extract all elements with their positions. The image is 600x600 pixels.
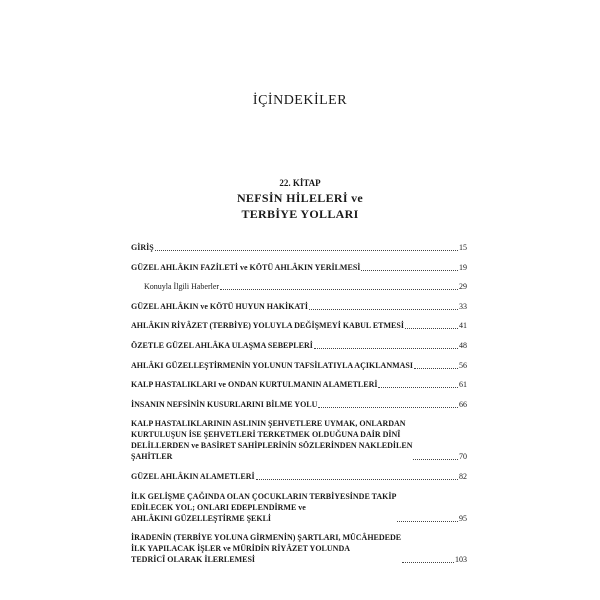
book-title-line-2: TERBİYE YOLLARI <box>241 207 359 221</box>
toc-entry-page: 61 <box>459 380 467 390</box>
toc-entry-title: İRADENİN (TERBİYE YOLUNA GİRMENİN) ŞARTLARI, MÜCÂHEDEDE İLK YAPILACAK İŞLER ve MÜRİDİN RİYÂZET YOLUNDA TEDRİCÎ OLARAK İLERLEMESİ <box>131 533 402 565</box>
toc-entry[interactable] <box>131 360 467 371</box>
toc-entry-title: GÜZEL AHLÂKIN FAZİLETİ ve KÖTÜ AHLÂKIN YERİLMESİ <box>131 262 361 272</box>
toc-entry[interactable] <box>131 418 467 462</box>
dot-leader <box>314 348 458 349</box>
dot-leader <box>414 368 458 369</box>
dot-leader <box>256 479 458 480</box>
toc-entry-page: 48 <box>459 340 467 350</box>
dot-leader <box>318 407 458 408</box>
toc-entry-title: KALP HASTALIKLARININ ASLININ ŞEHVETLERE UYMAK, ONLARDAN KURTULUŞUN İSE ŞEHVETLERİ TERKETMEK OLDUĞUNA DAİR DİNÎ DELİLLERDEN ve BASİRET SAHİPLERİNİN SÖZLERİNDEN NAKLEDİLEN ŞAHİTLER <box>131 419 413 462</box>
toc-entry-title: GÜZEL AHLÂKIN ve KÖTÜ HUYUN HAKİKATİ <box>131 301 308 311</box>
toc-entry[interactable] <box>131 399 467 410</box>
dot-leader <box>378 387 458 388</box>
toc-entry-title: GİRİŞ <box>131 243 154 252</box>
toc-entry-page: 95 <box>459 513 467 523</box>
toc-entry[interactable] <box>131 532 467 565</box>
dot-leader <box>309 309 458 310</box>
dot-leader <box>361 270 458 271</box>
toc-entry[interactable] <box>131 340 467 351</box>
toc-entry[interactable] <box>131 242 467 253</box>
toc-entry-title: AHLÂKIN RİYÂZET (TERBİYE) YOLUYLA DEĞİŞMEYİ KABUL ETMESİ <box>131 321 404 331</box>
toc-entry-title: ÖZETLE GÜZEL AHLÂKA ULAŞMA SEBEPLERİ <box>131 340 313 350</box>
toc-entry[interactable] <box>131 471 467 482</box>
toc-entry[interactable] <box>131 262 467 273</box>
toc-entry[interactable] <box>131 320 467 331</box>
toc-entry-title: İNSANIN NEFSİNİN KUSURLARINI BİLME YOLU <box>131 399 318 409</box>
book-number: 22. KİTAP <box>279 178 321 188</box>
toc-entry[interactable] <box>131 379 467 390</box>
toc-entry-list <box>131 242 467 574</box>
toc-entry-title: GÜZEL AHLÂKIN ALAMETLERİ <box>131 471 255 481</box>
dot-leader <box>413 459 458 460</box>
toc-heading: İÇİNDEKİLER <box>252 93 348 108</box>
dot-leader <box>220 289 458 290</box>
dot-leader <box>397 521 458 522</box>
toc-entry[interactable] <box>131 301 467 312</box>
dot-leader <box>405 328 458 329</box>
toc-entry-title: KALP HASTALIKLARI ve ONDAN KURTULMANIN ALAMETLERİ <box>131 380 378 390</box>
dot-leader <box>402 562 454 563</box>
dot-leader <box>155 250 458 251</box>
book-title-line-1: NEFSİN HİLELERİ ve <box>236 191 364 205</box>
toc-subentry[interactable] <box>131 281 467 292</box>
toc-entry-page: 82 <box>459 471 467 481</box>
toc-entry-title: AHLÂKI GÜZELLEŞTİRMENİN YOLUNUN TAFSİLATIYLA AÇIKLANMASI <box>131 360 413 370</box>
toc-entry-page: 15 <box>459 243 467 252</box>
toc-entry-page: 66 <box>459 399 467 409</box>
toc-entry-title: İLK GELİŞME ÇAĞINDA OLAN ÇOCUKLARIN TERBİYESİNDE TAKİP EDİLECEK YOL; ONLARI EDEPLENDİRME ve AHLÂKINI GÜZELLEŞTİRME ŞEKLİ <box>131 491 397 523</box>
toc-entry-page: 33 <box>459 301 467 311</box>
toc-entry-page: 56 <box>459 360 467 370</box>
toc-entry-page: 19 <box>459 262 467 272</box>
toc-entry-page: 41 <box>459 321 467 331</box>
toc-entry-page: 70 <box>459 452 467 462</box>
toc-entry-page: 103 <box>455 555 467 565</box>
toc-entry-title: Konuyla İlgili Haberler <box>144 282 220 292</box>
toc-entry-page: 29 <box>459 282 467 292</box>
toc-entry[interactable] <box>131 491 467 524</box>
